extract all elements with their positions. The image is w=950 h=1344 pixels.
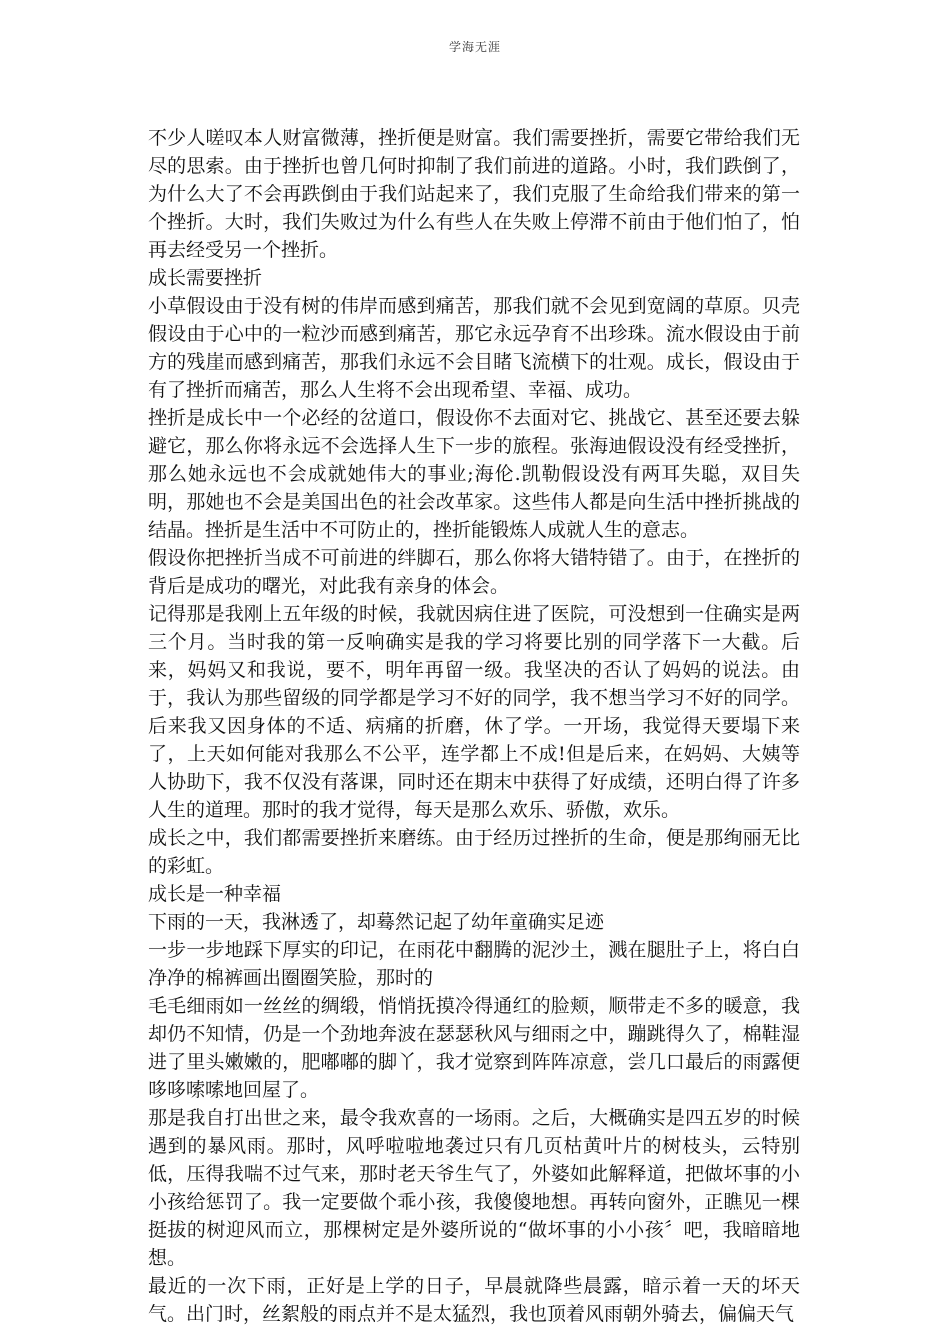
paragraph-rainy-day: 下雨的一天，我淋透了，却蓦然记起了幼年童确实足迹 bbox=[148, 911, 605, 933]
paragraph-recent-rain: 最近的一次下雨，正好是上学的日子，早晨就降些晨露，暗示着一天的坏天气。出门时，丝絮般的雨点并不是太猛烈，我也顶着风雨朝外骑去，偏偏天气 bbox=[148, 1275, 800, 1325]
paragraph-footprints: 一步一步地踩下厚实的印记，在雨花中翻腾的泥沙土，溅在腿肚子上，将白白净净的棉裤画出圈圈笑脸，那时的 bbox=[148, 939, 800, 989]
page-header: 学海无涯 bbox=[448, 40, 501, 54]
paragraph-hospital-story: 记得那是我刚上五年级的时候，我就因病住进了医院，可没想到一住确实是两三个月。当时我的第一反响确实是我的学习将要比别的同学落下一大截。后来，妈妈又和我说，要不，明年再留一级。我坚决的否认了妈妈的说法。由于，我认为那些留级的同学都是学习不好的同学，我不想当学习不好的同学。后来我又因身体的不适、病痛的折磨，休了学。一开场，我觉得天要塌下来了，上天如何能对我那么不公平，连学都上不成!但是后来，在妈妈、大姨等人协助下，我不仅没有落课，同时还在期末中获得了好成绩，还明白得了许多人生的道理。那时的我才觉得，每天是那么欢乐、骄傲，欢乐。 bbox=[148, 603, 800, 821]
paragraph-storm: 那是我自打出世之来，最令我欢喜的一场雨。之后，大概确实是四五岁的时候遇到的暴风雨。那时，风呼啦啦地袭过只有几页枯黄叶片的树枝头，云特别低，压得我喘不过气来，那时老天爷生气了，外婆如此解释道，把做坏事的小小孩给惩罚了。我一定要做个乖小孩，我傻傻地想。再转向窗外，正瞧见一棵挺拔的树迎风而立，那棵树定是外婆所说的“做坏事的小小孩〞吧，我暗暗地想。 bbox=[148, 1107, 800, 1269]
paragraph-grass-shell-water: 小草假设由于没有树的伟岸而感到痛苦，那我们就不会见到宽阔的草原。贝壳假设由于心中的一粒沙而感到痛苦，那它永远孕育不出珍珠。流水假设由于前方的残崖而感到痛苦，那我们永远不会目睹飞流横下的壮观。成长，假设由于有了挫折而痛苦，那么人生将不会出现希望、幸福、成功。 bbox=[148, 295, 800, 401]
heading-growth-is-happiness: 成长是一种幸福 bbox=[148, 883, 282, 905]
document-body bbox=[148, 124, 800, 1328]
paragraph-drizzle: 毛毛细雨如一丝丝的绸缎，悄悄抚摸冷得通红的脸颊，顺带走不多的暖意，我却仍不知情，仍是一个劲地奔波在瑟瑟秋风与细雨之中，蹦跳得久了，棉鞋湿进了里头嫩嫩的，肥嘟嘟的脚丫，我才觉察到阵阵凉意，尝几口最后的雨露便哆哆嗦嗦地回屋了。 bbox=[148, 995, 800, 1101]
paragraph-rainbow: 成长之中，我们都需要挫折来磨练。由于经历过挫折的生命，便是那绚丽无比的彩虹。 bbox=[148, 827, 800, 877]
paragraph-stumbling-block: 假设你把挫折当成不可前进的绊脚石，那么你将大错特错了。由于，在挫折的背后是成功的曙光，对此我有亲身的体会。 bbox=[148, 547, 800, 597]
paragraph-crossroads: 挫折是成长中一个必经的岔道口，假设你不去面对它、挑战它、甚至还要去躲避它，那么你将永远不会选择人生下一步的旅程。张海迪假设没有经受挫折，那么她永远也不会成就她伟大的事业;海伦.凯勒假设没有两耳失聪，双目失明，那她也不会是美国出色的社会改革家。这些伟人都是向生活中挫折挑战的结晶。挫折是生活中不可防止的，挫折能锻炼人成就人生的意志。 bbox=[148, 407, 800, 541]
heading-growth-needs-setbacks: 成长需要挫折 bbox=[148, 267, 263, 289]
paragraph-wealth-of-setbacks: 不少人嗟叹本人财富微薄，挫折便是财富。我们需要挫折，需要它带给我们无尽的思索。由于挫折也曾几何时抑制了我们前进的道路。小时，我们跌倒了，为什么大了不会再跌倒由于我们站起来了，我们克服了生命给我们带来的第一个挫折。大时，我们失败过为什么有些人在失败上停滞不前由于他们怕了，怕再去经受另一个挫折。 bbox=[148, 127, 800, 261]
